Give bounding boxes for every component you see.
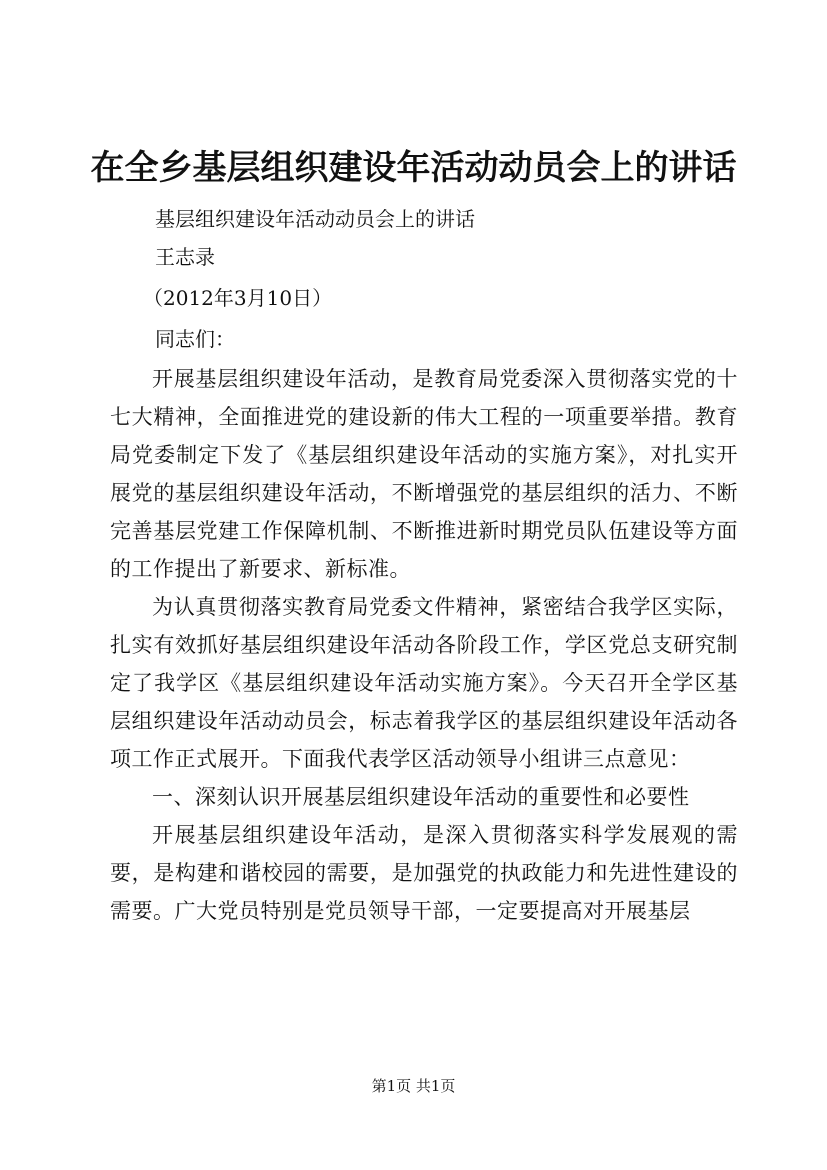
document-subtitle: 基层组织建设年活动动员会上的讲话 bbox=[155, 207, 475, 231]
document-author: 王志录 bbox=[155, 245, 215, 269]
body-paragraph: 为认真贯彻落实教育局党委文件精神，紧密结合我学区实际，扎实有效抓好基层组织建设年活动各阶段工作，学区党总支研究制定了我学区《基层组织建设年活动实施方案》。今天召开全学区基层组织建设年活动动员会，标志着我学区的基层组织建设年活动各项工作正式展开。下面我代表学区活动领导小组讲三点意见： bbox=[110, 595, 738, 771]
body-paragraph: 开展基层组织建设年活动，是教育局党委深入贯彻落实党的十七大精神，全面推进党的建设新的伟大工程的一项重要举措。教育局党委制定下发了《基层组织建设年活动的实施方案》，对扎实开展党的基层组织建设年活动，不断增强党的基层组织的活力、不断完善基层党建工作保障机制、不断推进新时期党员队伍建设等方面的工作提出了新要求、新标准。 bbox=[110, 367, 738, 581]
salutation: 同志们： bbox=[155, 327, 235, 351]
document-date: （2012年3月10日） bbox=[143, 286, 333, 310]
section-heading: 一、深刻认识开展基层组织建设年活动的重要性和必要性 bbox=[152, 785, 690, 809]
body-paragraph: 开展基层组织建设年活动，是深入贯彻落实科学发展观的需要，是构建和谐校园的需要，是加强党的执政能力和先进性建设的需要。广大党员特别是党员领导干部，一定要提高对开展基层 bbox=[110, 823, 738, 923]
document-title: 在全乡基层组织建设年活动动员会上的讲话 bbox=[90, 148, 737, 188]
document-body bbox=[110, 360, 738, 930]
page-footer: 第1页 共1页 bbox=[371, 1077, 456, 1095]
